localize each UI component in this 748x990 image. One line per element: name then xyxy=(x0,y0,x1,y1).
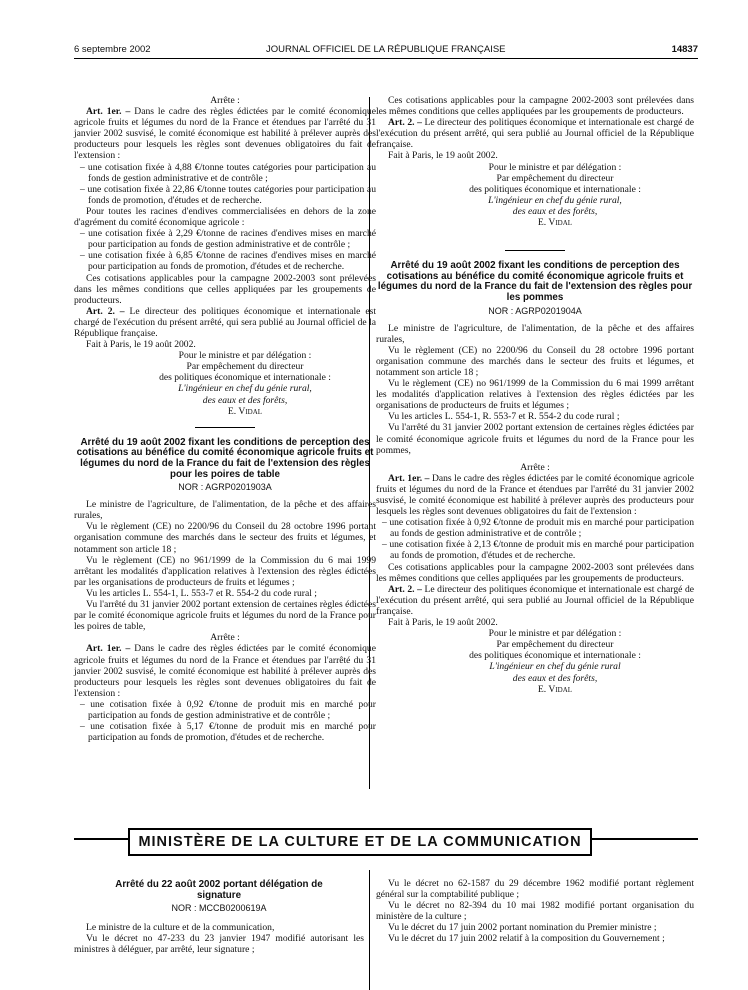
decree-title: Arrêté du 19 août 2002 fixant les conditions de perception des cotisations au bénéfice du comité économique agricole fruits et légumes du nord de la France du fait de l'extension des règles pour les pommes xyxy=(377,260,693,303)
paragraph: Vu l'arrêté du 31 janvier 2002 portant extension de certaines règles édictées par le comité économique agricole fruits et légumes du nord de la France pour les poires de table, xyxy=(74,599,376,633)
header-date: 6 septembre 2002 xyxy=(74,44,151,55)
arrete-heading: Arrête : xyxy=(210,632,240,644)
ministry-banner: MINISTÈRE DE LA CULTURE ET DE LA COMMUNICATION xyxy=(128,828,592,856)
paragraph: Le ministre de l'agriculture, de l'alimentation, de la pêche et des affaires rurales, xyxy=(74,499,376,522)
paragraph: Vu les articles L. 554-1, L. 553-7 et R. 554-2 du code rural ; xyxy=(86,587,317,599)
paragraph: Ces cotisations applicables pour la campagne 2002-2003 sont prélevées dans les mêmes conditions que celles appliquées par les groupements de producteurs. xyxy=(74,272,376,306)
nor-reference: NOR : AGRP0201903A xyxy=(178,482,272,493)
signature-line: des politiques économique et internationale : xyxy=(469,650,641,662)
paragraph: Vu les articles L. 554-1, R. 553-7 et R. 554-2 du code rural ; xyxy=(388,411,620,423)
signature-line: Par empêchement du directeur xyxy=(186,361,304,373)
dash-item: – une cotisation fixée à 2,13 €/tonne de produit mis en marché pour participation au fonds de promotion, d'études et de recherche. xyxy=(382,539,694,562)
paragraph: Vu le décret du 17 juin 2002 portant nomination du Premier ministre ; xyxy=(388,922,657,934)
paragraph: Vu le décret no 82-394 du 10 mai 1982 modifié portant organisation du ministère de la culture ; xyxy=(376,900,694,923)
column-divider xyxy=(369,870,370,990)
paragraph: Vu le règlement (CE) no 2200/96 du Conseil du 28 octobre 1996 portant organisation commune des marchés dans le secteur des fruits et légumes, et notamment son article 18 ; xyxy=(74,521,376,555)
paragraph: Vu le décret du 17 juin 2002 relatif à la composition du Gouvernement ; xyxy=(388,933,665,945)
paragraph: Le ministre de la culture et de la communication, xyxy=(86,922,275,934)
signature-line: Par empêchement du directeur xyxy=(496,172,614,184)
dash-item: – une cotisation fixée à 6,85 €/tonne de racines d'endives mises en marché pour participation au fonds de promotion, d'études et de recherche. xyxy=(80,250,376,273)
separator xyxy=(195,427,255,428)
header-journal: JOURNAL OFFICIEL DE LA RÉPUBLIQUE FRANÇAISE xyxy=(266,44,506,55)
signature-line: L'ingénieur en chef du génie rural, xyxy=(488,194,622,206)
nor-reference: NOR : AGRP0201904A xyxy=(488,305,582,316)
article-1: Art. 1er. – Dans le cadre des règles édictées par le comité économique agricole fruits et légumes du nord de la France et étendues par l'arrêté du 31 janvier 2002 susvisé, le comité économique est habilité à prélever auprès des producteurs pour lesquels les règles sont devenues obligatoires du fait de l'extension : xyxy=(376,472,695,518)
bottom-left-column xyxy=(74,878,364,956)
nor-reference: NOR : MCCB0200619A xyxy=(171,903,267,914)
signature-line: L'ingénieur en chef du génie rural, xyxy=(178,383,312,395)
bottom-right-column xyxy=(376,878,694,945)
dash-item: – une cotisation fixée à 2,29 €/tonne de racines d'endives mises en marché pour participation au fonds de gestion administrative et de contrôle ; xyxy=(80,228,376,251)
paragraph: Vu l'arrêté du 31 janvier 2002 portant extension de certaines règles édictées par le comité économique agricole fruits et légumes du nord de la France pour les pommes, xyxy=(376,422,694,456)
dash-item: – une cotisation fixée à 4,88 €/tonne toutes catégories pour participation au fonds de gestion administrative et de contrôle ; xyxy=(80,161,376,184)
dash-item: – une cotisation fixée à 0,92 €/tonne de produit mis en marché pour participation au fonds de gestion administrative et de contrôle ; xyxy=(382,517,694,540)
signature-line: Pour le ministre et par délégation : xyxy=(488,161,622,173)
signature-line: Par empêchement du directeur xyxy=(496,639,614,651)
article-2: Art. 2. – Le directeur des politiques économique et internationale est chargé de l'exécution du présent arrêté, qui sera publié au Journal officiel de la République française. xyxy=(74,305,376,339)
signature-line: des politiques économique et internationale : xyxy=(159,372,331,384)
article-2: Art. 2. – Le directeur des politiques économique et internationale est chargé de l'exécution du présent arrêté, qui sera publié au Journal officiel de la République française. xyxy=(376,583,694,617)
article-2: Art. 2. – Le directeur des politiques économique et internationale est chargé de l'exécution du présent arrêté, qui sera publié au Journal officiel de la République française. xyxy=(376,117,694,151)
page-header xyxy=(74,44,698,59)
arrete-heading: Arrête : xyxy=(520,461,550,473)
signatory-name: E. Vidal xyxy=(537,683,573,695)
signature-line: des politiques économique et internationale : xyxy=(469,183,641,195)
signatory-name: E. Vidal xyxy=(537,217,573,229)
paragraph: Pour toutes les racines d'endives commercialisées en dehors de la zone d'agrément du comité économique agricole : xyxy=(74,205,376,229)
signature-line: des eaux et des forêts, xyxy=(512,672,598,684)
left-column xyxy=(74,95,376,743)
fait-line: Fait à Paris, le 19 août 2002. xyxy=(388,150,498,162)
right-column xyxy=(376,95,694,695)
fait-line: Fait à Paris, le 19 août 2002. xyxy=(86,339,196,351)
signature-line: Pour le ministre et par délégation : xyxy=(488,628,622,640)
fait-line: Fait à Paris, le 19 août 2002. xyxy=(388,617,498,629)
banner-rule-left xyxy=(74,838,128,840)
paragraph: Vu le décret no 62-1587 du 29 décembre 1962 modifié portant règlement général sur la comptabilité publique ; xyxy=(376,878,694,901)
decree-title: Arrêté du 22 août 2002 portant délégation de signature xyxy=(115,879,323,901)
signatory-name: E. Vidal xyxy=(227,405,263,417)
signature-line: Pour le ministre et par délégation : xyxy=(178,350,312,362)
banner-rule-right xyxy=(592,838,698,840)
article-1: Art. 1er. – Dans le cadre des règles édictées par le comité économique agricole fruits et légumes du nord de la France et étendues par l'arrêté du 31 janvier 2002 susvisé, le comité économique est habilité à prélever auprès des producteurs pour lesquels les règles sont devenues obligatoires du fait de l'extension : xyxy=(74,643,376,699)
paragraph: Ces cotisations applicables pour la campagne 2002-2003 sont prélevées dans les mêmes conditions que celles appliquées par les groupements de producteurs. xyxy=(376,561,694,584)
dash-item: – une cotisation fixée à 22,86 €/tonne toutes catégories pour participation au fonds de promotion, d'études et de recherche. xyxy=(80,183,376,206)
signature-line: des eaux et des forêts, xyxy=(202,394,288,406)
signature-line: des eaux et des forêts, xyxy=(512,205,598,217)
paragraph: Le ministre de l'agriculture, de l'alimentation, de la pêche et des affaires rurales, xyxy=(376,322,694,345)
paragraph: Vu le règlement (CE) no 961/1999 de la Commission du 6 mai 1999 arrêtant les modalités d'application relatives à l'extension des règles édictées par les organisations de producteurs de fruits et légumes ; xyxy=(376,378,694,412)
dash-item: – une cotisation fixée à 5,17 €/tonne de produit mis en marché pour participation au fonds de promotion, d'études et de recherche. xyxy=(80,721,376,744)
paragraph: Vu le règlement (CE) no 961/1999 de la Commission du 6 mai 1999 arrêtant les modalités d'application relatives à l'extension des règles édictées par les organisations de producteurs de fruits et légumes ; xyxy=(74,554,376,588)
decree-title: Arrêté du 19 août 2002 fixant les conditions de perception des cotisations au bénéfice du comité économique agricole fruits et légumes du nord de la France du fait de l'extension des règles pour les poires de table xyxy=(76,436,374,480)
header-page-number: 14837 xyxy=(671,44,698,55)
dash-item: – une cotisation fixée à 0,92 €/tonne de produit mis en marché pour participation au fonds de gestion administrative et de contrôle ; xyxy=(80,698,376,721)
signature-line: L'ingénieur en chef du génie rural xyxy=(489,661,621,673)
paragraph: Ces cotisations applicables pour la campagne 2002-2003 sont prélevées dans les mêmes conditions que celles appliquées par les groupements de producteurs. xyxy=(376,95,694,118)
arrete-heading: Arrête : xyxy=(210,95,240,106)
article-1: Art. 1er. – Dans le cadre des règles édictées par le comité économique agricole fruits et légumes du nord de la France et étendues par l'arrêté du 31 janvier 2002 susvisé, le comité économique est habilité à prélever auprès des producteurs pour lesquels les règles sont devenues obligatoires du fait de l'extension : xyxy=(74,106,376,162)
separator xyxy=(505,250,565,251)
paragraph: Vu le règlement (CE) no 2200/96 du Conseil du 28 octobre 1996 portant organisation commune des marchés dans le secteur des fruits et légumes, et notamment son article 18 ; xyxy=(376,344,694,378)
paragraph: Vu le décret no 47-233 du 23 janvier 1947 modifié autorisant les ministres à déléguer, par arrêté, leur signature ; xyxy=(74,933,364,956)
